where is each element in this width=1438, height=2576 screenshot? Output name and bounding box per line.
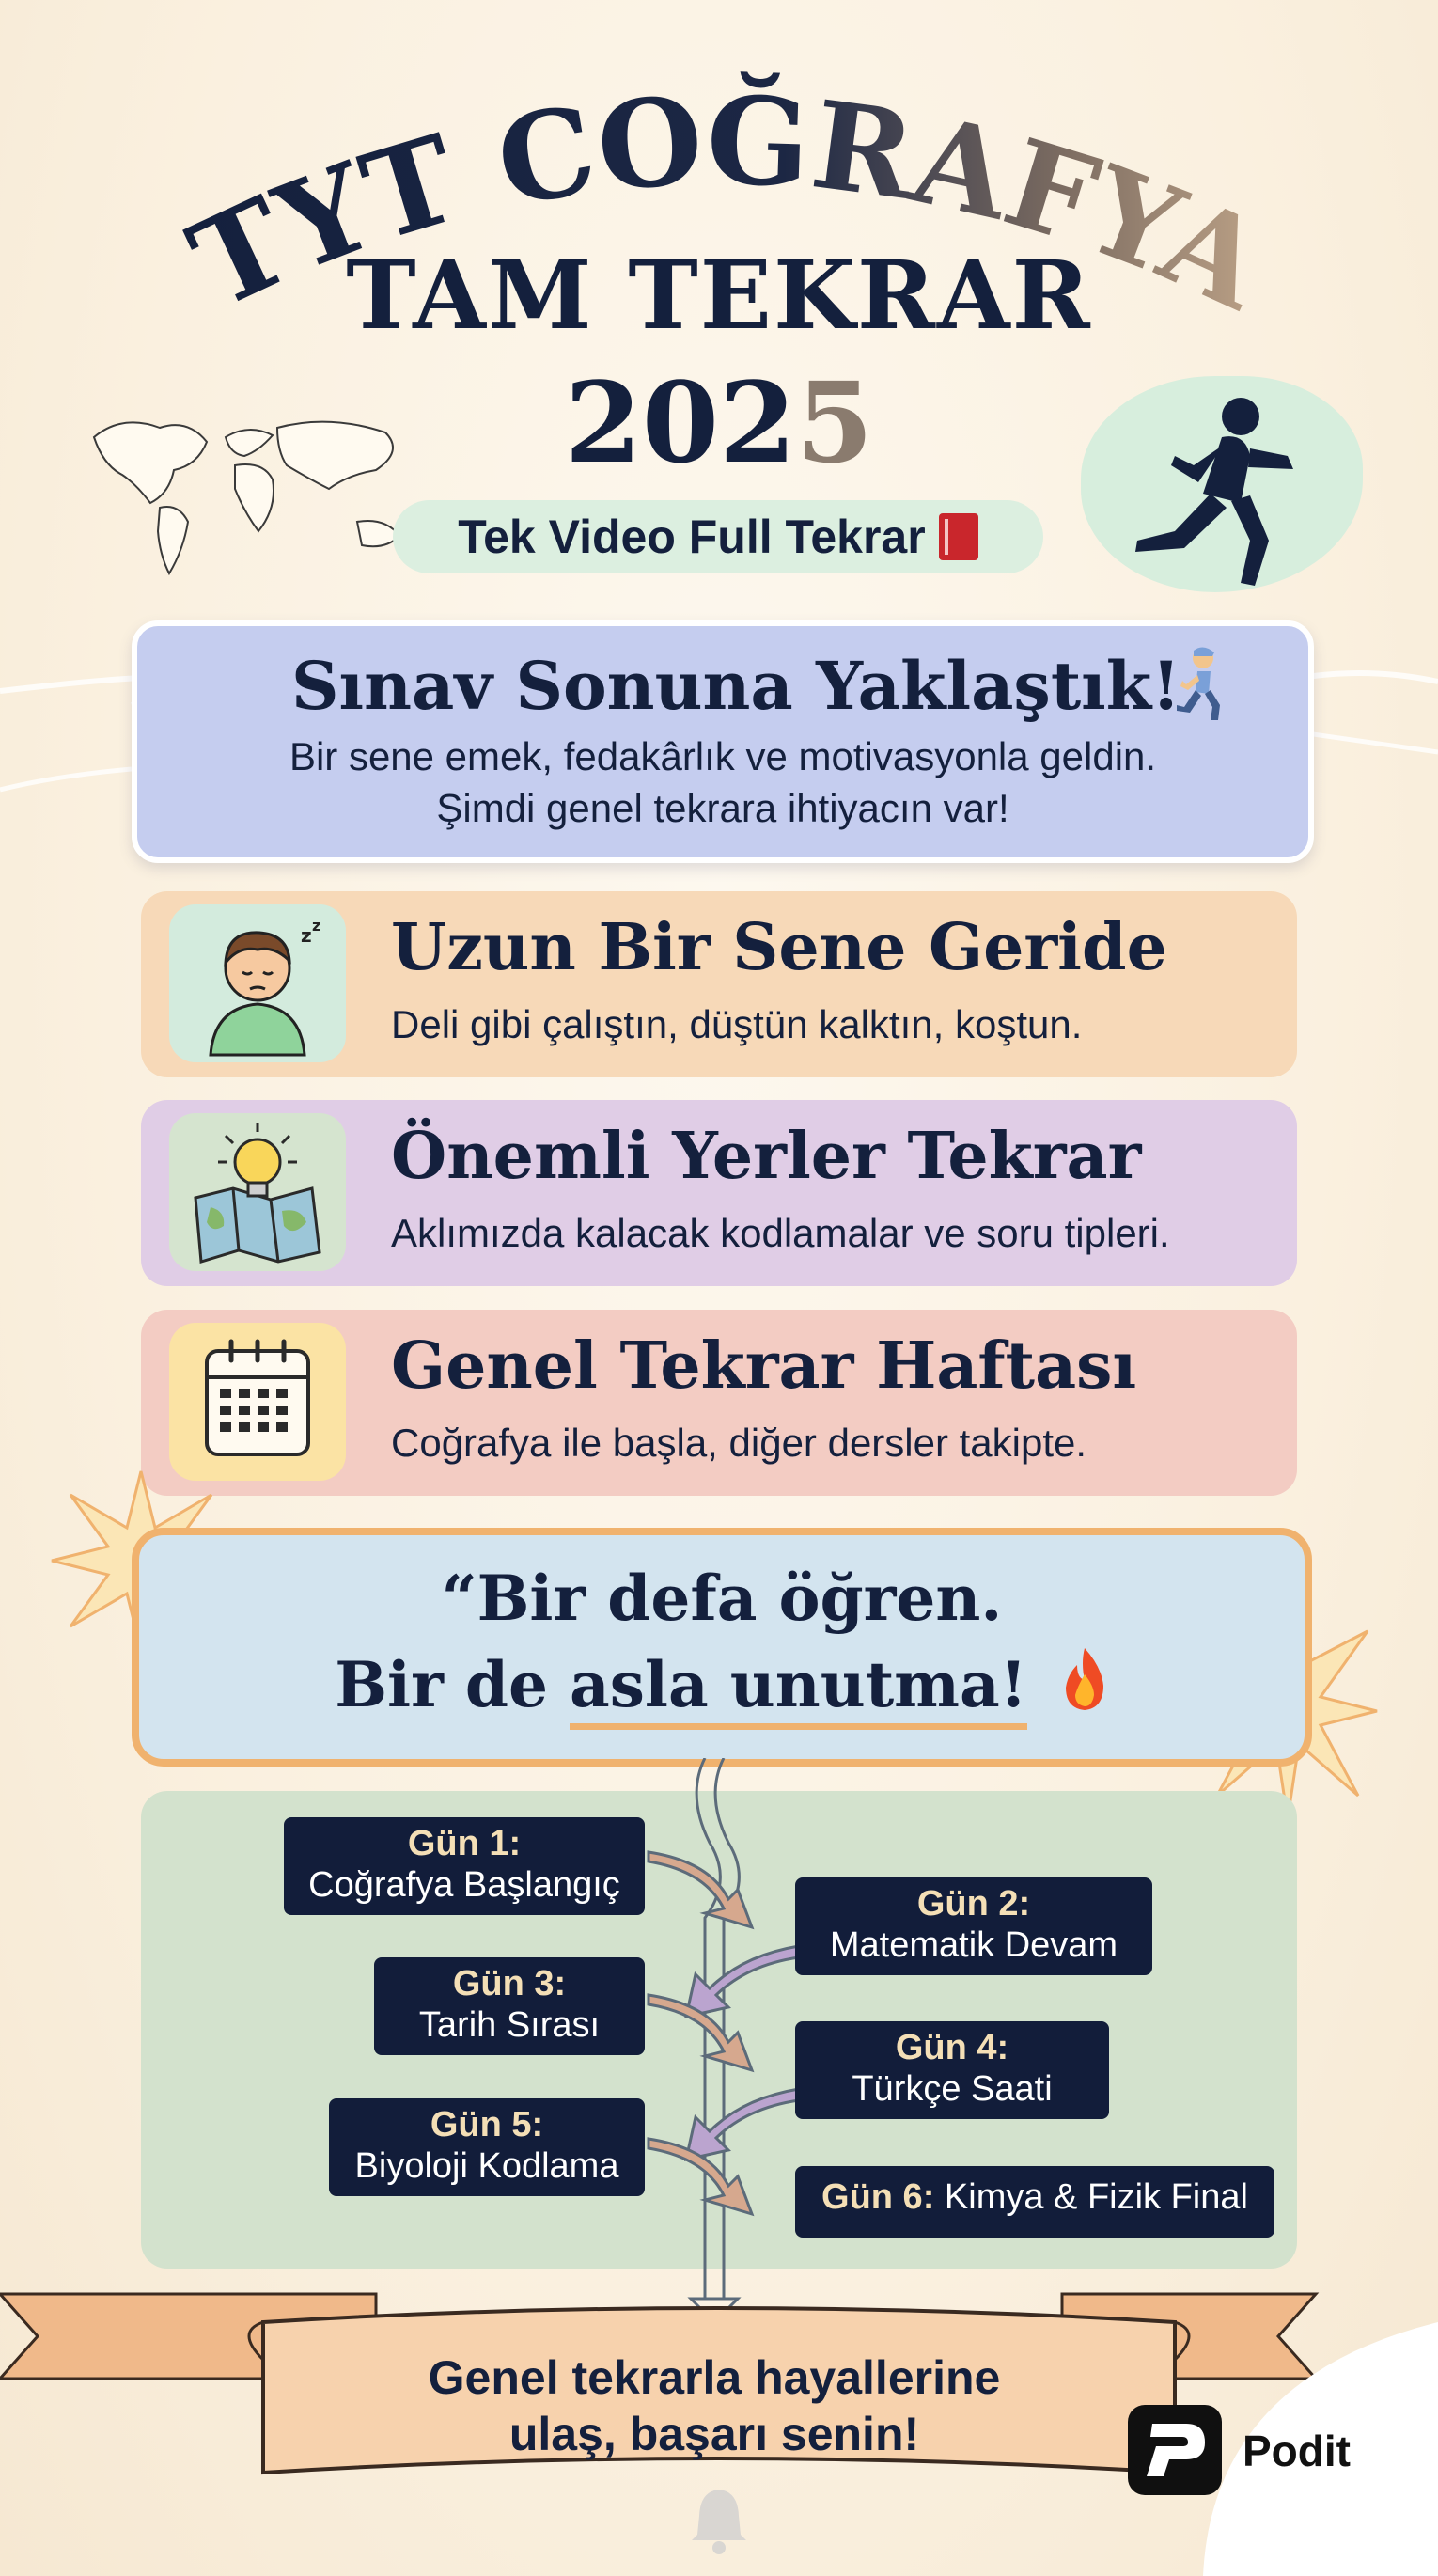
day-label: Gün 3: xyxy=(452,1964,567,2003)
title-year-main: 202 xyxy=(564,357,797,488)
schedule-day-1 xyxy=(284,1817,645,1915)
day-subject: Kimya & Fizik Final xyxy=(944,2177,1248,2217)
running-person-icon xyxy=(1171,645,1231,724)
bell-icon xyxy=(686,2482,752,2557)
brand-name: Podit xyxy=(1243,2427,1351,2475)
day-label: Gün 5: xyxy=(430,2105,544,2144)
schedule-day-5 xyxy=(329,2098,645,2196)
quote-line-2 xyxy=(139,1646,1305,1721)
subtitle-pill xyxy=(393,500,1043,573)
title-line-2: TAM TEKRAR xyxy=(346,240,1092,351)
runner-icon xyxy=(1109,390,1335,597)
quote-box xyxy=(132,1528,1312,1767)
tired-student-icon xyxy=(169,904,346,1062)
schedule-day-2 xyxy=(795,1877,1152,1975)
day-label: Gün 4: xyxy=(895,2028,1009,2067)
quote-line-1: “Bir defa öğren. xyxy=(441,1562,1003,1635)
svg-text:z: z xyxy=(301,924,312,947)
card-title: Genel Tekrar Haftası xyxy=(391,1328,1137,1404)
card-subtitle: Coğrafya ile başla, diğer dersler takipte. xyxy=(391,1421,1087,1465)
schedule-day-3 xyxy=(374,1957,645,2055)
day-subject: Matematik Devam xyxy=(829,1925,1118,1965)
card-subtitle: Aklımızda kalacak kodlamalar ve soru tipleri. xyxy=(391,1211,1170,1255)
subtitle-text: Tek Video Full Tekrar xyxy=(458,510,926,563)
day-label: Gün 2: xyxy=(916,1884,1031,1924)
card-title: Önemli Yerler Tekrar xyxy=(391,1119,1142,1194)
hero-line-2: Şimdi genel tekrara ihtiyacın var! xyxy=(436,786,1009,830)
day-subject: Tarih Sırası xyxy=(418,2005,601,2045)
banner-line-2: ulaş, başarı senin! xyxy=(508,2408,920,2460)
quote-line-2-pre: Bir de xyxy=(335,1648,570,1721)
hero-title: Sınav Sonuna Yaklaştık! xyxy=(291,647,1180,725)
day-label: Gün 1: xyxy=(407,1824,522,1863)
day-subject: Coğrafya Başlangıç xyxy=(308,1865,620,1905)
hero-line-1: Bir sene emek, fedakârlık ve motivasyonla geldin. xyxy=(289,734,1157,778)
day-label: Gün 6: xyxy=(821,2177,935,2217)
lightbulb-map-icon xyxy=(169,1113,346,1271)
card-subtitle: Deli gibi çalıştın, düştün kalktın, koştun. xyxy=(391,1002,1083,1046)
quote-highlight: asla unutma! xyxy=(570,1648,1027,1730)
fire-icon xyxy=(1060,1646,1109,1712)
hero-card xyxy=(132,620,1314,863)
title-line-1: TYT COĞRAFYA xyxy=(170,70,1285,338)
svg-text:z: z xyxy=(312,917,321,935)
day-subject: Biyoloji Kodlama xyxy=(354,2146,619,2186)
card-important-places xyxy=(141,1100,1297,1286)
card-long-year xyxy=(141,891,1297,1077)
banner-line-1: Genel tekrarla hayallerine xyxy=(428,2351,1001,2404)
schedule-day-6 xyxy=(795,2166,1274,2238)
day-subject: Türkçe Saati xyxy=(852,2069,1053,2109)
world-map-icon xyxy=(85,400,423,588)
book-icon xyxy=(939,513,978,560)
card-review-week xyxy=(141,1310,1297,1496)
calendar-icon xyxy=(169,1323,346,1481)
title-year-faded: 5 xyxy=(796,357,874,488)
podit-logo-icon xyxy=(1128,2405,1222,2495)
card-title: Uzun Bir Sene Geride xyxy=(391,910,1167,985)
schedule-day-4 xyxy=(795,2021,1109,2119)
